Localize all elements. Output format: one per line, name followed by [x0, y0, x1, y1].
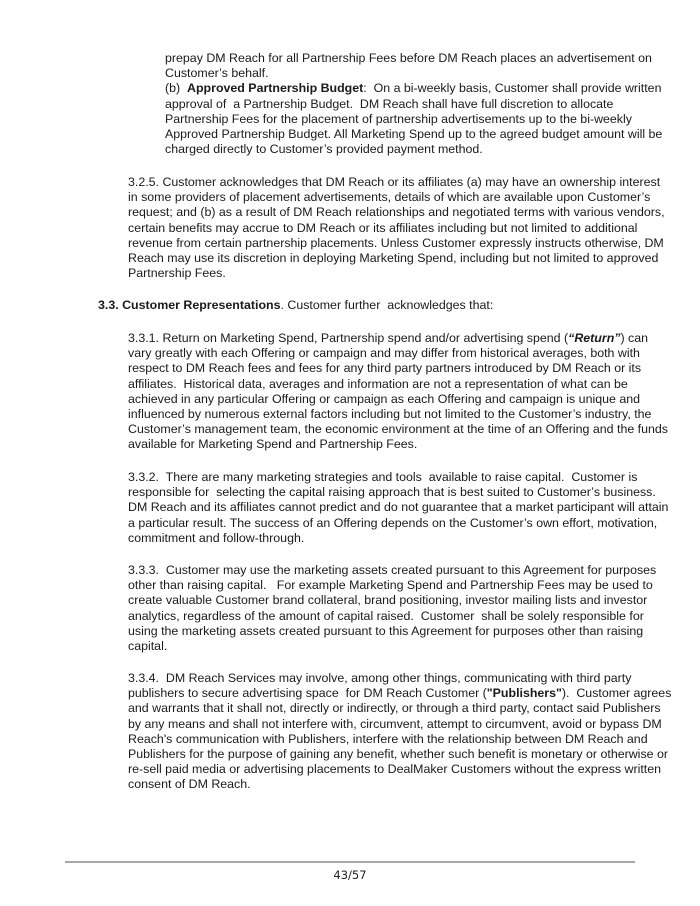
text-line: [128, 221, 665, 236]
text-line: [128, 701, 671, 716]
text-line: [165, 97, 662, 112]
text-run: revenue from certain partnership placements. Unless Customer expressly instructs otherwise, DM: [128, 235, 664, 250]
text-run: Reach's communication with Publishers, interfere with the relationship between DM Reach and: [128, 731, 648, 746]
text-run: Publishers for the purpose of gaining any benefit, whether such benefit is monetary or otherwise or: [128, 746, 668, 761]
text-line: [128, 346, 668, 361]
clause-3-2-5: [128, 175, 665, 281]
text-line: [128, 762, 671, 777]
text-line: [128, 485, 668, 500]
text-line: [128, 593, 656, 608]
text-line: [128, 777, 671, 792]
text-run: ) can: [620, 331, 649, 345]
clause-3-3-3: [128, 563, 656, 654]
text-run: approval of a Partnership Budget. DM Reach shall have full discretion to allocate: [165, 96, 614, 111]
text-run: re-sell paid media or advertising placements to DealMaker Customers without the express written: [128, 762, 662, 777]
clause-3-3-4: [128, 671, 671, 793]
text-line: [98, 298, 493, 313]
text-line: [128, 639, 656, 654]
text-run: Reach may use its discretion in deploying Marketing Spend, including but not limited to approved: [128, 250, 659, 265]
text-line: [128, 190, 665, 205]
text-run: request; and (b) as a result of DM Reach relationships and negotiated terms with various vendors,: [128, 205, 665, 220]
text-line: [128, 361, 668, 376]
text-run: commitment and follow-through.: [128, 530, 305, 545]
text-line: [128, 251, 665, 266]
text-line: [165, 81, 662, 96]
text-line: [128, 609, 656, 624]
text-run: in some providers of placement advertisements, details of which are available upon Customer’s: [128, 190, 651, 205]
text-line: [128, 531, 668, 546]
text-line: [128, 686, 671, 701]
emphasized-text: “Return”: [568, 331, 621, 345]
text-run: affiliates. Historical data, averages and information are not a representation of what can be: [128, 376, 628, 391]
text-line: [128, 500, 668, 515]
text-run: 3.3.1. Return on Marketing Spend, Partnership spend and/or advertising spend (: [128, 331, 569, 345]
text-run: Customer’s behalf.: [165, 66, 269, 81]
text-run: . Customer further acknowledges that:: [280, 298, 494, 312]
text-run: certain benefits may accrue to DM Reach or its affiliates including but not limited to additional: [128, 220, 638, 235]
text-line: [128, 392, 668, 407]
text-line: [165, 127, 662, 142]
emphasized-text: Approved Partnership Budget: [187, 81, 364, 96]
text-line: [128, 331, 668, 346]
text-run: 3.2.5. Customer acknowledges that DM Reach or its affiliates (a) may have an ownership interest: [128, 175, 661, 189]
emphasized-text: "Publishers": [486, 686, 562, 701]
text-line: [128, 671, 671, 686]
clause-3-3-1: [128, 331, 668, 453]
text-run: Partnership Fees.: [128, 266, 226, 281]
text-run: ). Customer agrees: [561, 686, 672, 701]
text-run: vary greatly with each Offering or campaign and may differ from historical averages, both with: [128, 346, 640, 361]
text-run: publishers to secure advertising space for DM Reach Customer (: [128, 686, 487, 701]
text-run: 3.3.3. Customer may use the marketing assets created pursuant to this Agreement for purposes: [128, 563, 657, 577]
text-line: [165, 51, 662, 66]
text-line: [165, 142, 662, 157]
clause-3-3-2: [128, 470, 668, 546]
text-run: create valuable Customer brand collateral, brand positioning, investor mailing lists and investor: [128, 593, 648, 608]
text-run: (b): [165, 81, 188, 96]
text-run: consent of DM Reach.: [128, 777, 251, 792]
emphasized-text: 3.3. Customer Representations: [98, 298, 281, 312]
section-heading-3-3: [98, 298, 493, 313]
text-line: [128, 717, 671, 732]
page-number: 43/57: [333, 868, 367, 882]
text-line: [165, 112, 662, 127]
text-line: [128, 732, 671, 747]
text-run: 3.3.2. There are many marketing strategies and tools available to raise capital. Customer is: [128, 470, 638, 484]
text-line: [128, 516, 668, 531]
text-line: [128, 563, 656, 578]
text-line: [128, 175, 665, 190]
text-run: other than raising capital. For example Marketing Spend and Partnership Fees may be used to: [128, 578, 653, 593]
text-line: [128, 437, 668, 452]
text-line: [128, 236, 665, 251]
text-run: Partnership Fees for the placement of partnership advertisements up to the bi-weekly: [165, 111, 632, 126]
text-run: available for Marketing Spend and Partnership Fees.: [128, 437, 418, 452]
text-line: [128, 624, 656, 639]
text-run: by any means and shall not interfere with, circumvent, attempt to circumvent, avoid or bypass DM: [128, 716, 662, 731]
text-line: [165, 66, 662, 81]
text-line: [128, 266, 665, 281]
text-run: charged directly to Customer’s provided payment method.: [165, 142, 483, 157]
text-run: analytics, regardless of the amount of capital raised. Customer shall be solely responsible for: [128, 608, 644, 623]
text-run: and warrants that it shall not, directly or indirectly, or through a third party, contact said Publishers: [128, 701, 661, 716]
text-run: 3.3.4. DM Reach Services may involve, among other things, communicating with third party: [128, 671, 632, 685]
text-run: influenced by numerous external factors including but not limited to the Customer’s industry, the: [128, 406, 652, 421]
text-run: Customer’s management team, the economic environment at the time of an Offering and the funds: [128, 422, 668, 437]
text-run: responsible for selecting the capital raising approach that is best suited to Customer’s business.: [128, 485, 656, 500]
text-run: a particular result. The success of an Offering depends on the Customer’s own effort, motivation,: [128, 515, 658, 530]
text-line: [128, 578, 656, 593]
approved-partnership-budget-clause: [165, 51, 662, 157]
text-run: DM Reach and its affiliates cannot predict and do not guarantee that a market participant will attain: [128, 500, 669, 515]
text-run: respect to DM Reach fees and fees for any third party partners introduced by DM Reach or its: [128, 361, 642, 376]
text-line: [128, 407, 668, 422]
text-line: [128, 377, 668, 392]
footer-divider: [65, 861, 635, 863]
text-run: prepay DM Reach for all Partnership Fees before DM Reach places an advertisement on: [165, 51, 652, 65]
text-run: Approved Partnership Budget. All Marketing Spend up to the agreed budget amount will be: [165, 126, 663, 141]
text-line: [128, 422, 668, 437]
text-line: [128, 747, 671, 762]
text-run: : On a bi-weekly basis, Customer shall provide written: [363, 81, 662, 96]
text-run: using the marketing assets created pursuant to this Agreement for purposes other than raising: [128, 623, 644, 638]
text-line: [128, 470, 668, 485]
text-run: capital.: [128, 638, 168, 653]
text-run: achieved in any particular Offering or campaign as each Offering and campaign is unique and: [128, 391, 641, 406]
text-line: [128, 205, 665, 220]
